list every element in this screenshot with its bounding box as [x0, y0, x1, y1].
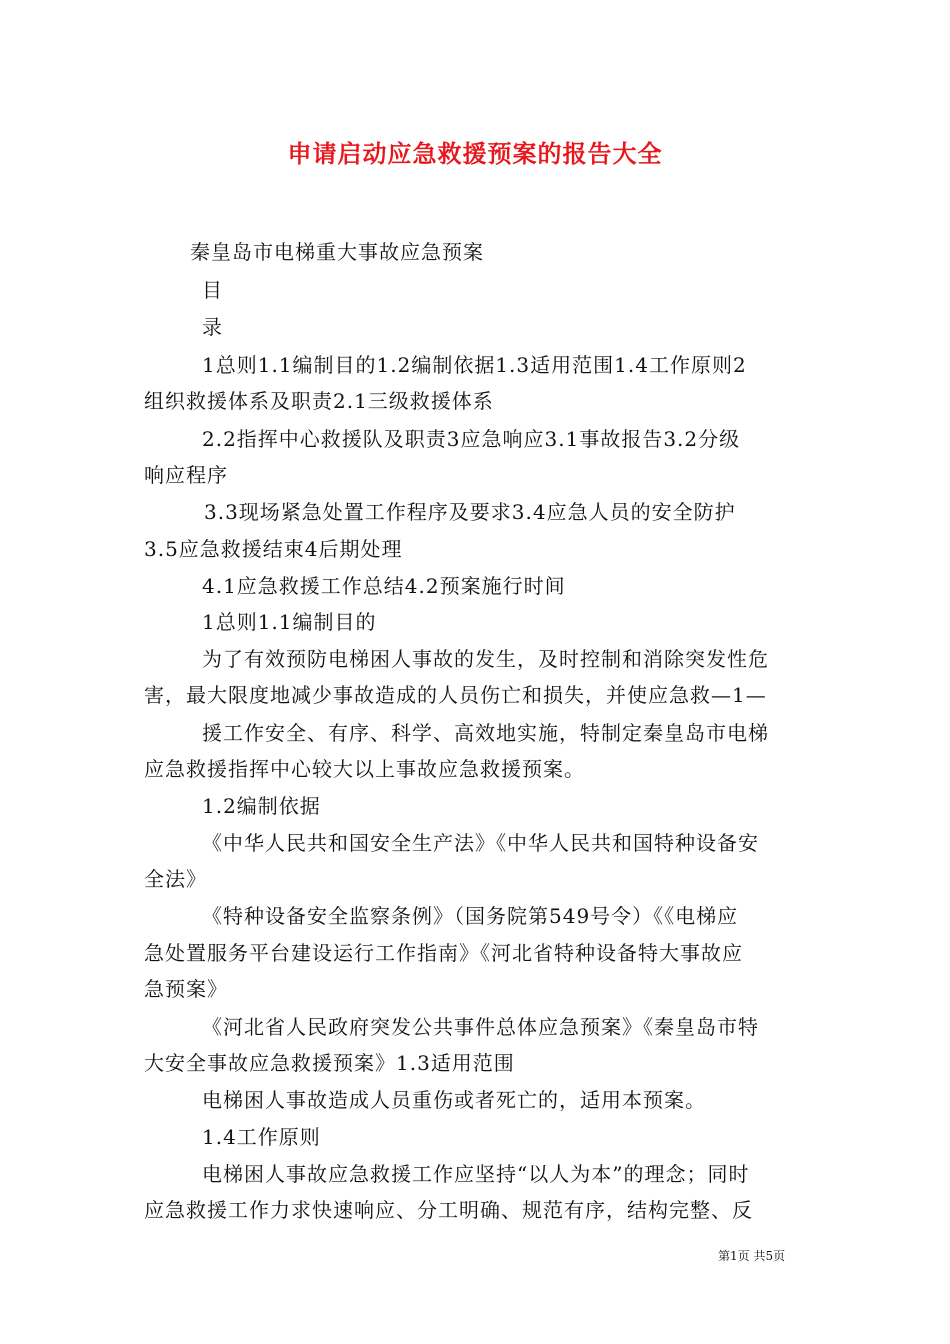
text-line: 目: [202, 278, 223, 302]
text-line: 《特种设备安全监察条例》（国务院第549号令）《《电梯应: [202, 904, 739, 928]
text-line: 1.2编制依据: [202, 794, 321, 818]
text-line: 应急救援工作力求快速响应、分工明确、规范有序，结构完整、反: [144, 1198, 753, 1222]
text-line: 3.5应急救援结束4后期处理: [144, 537, 403, 561]
text-line: 急处置服务平台建设运行工作指南》《河北省特种设备特大事故应: [144, 941, 743, 965]
text-line: 录: [202, 315, 223, 339]
text-line: 1总则1.1编制目的1.2编制依据1.3适用范围1.4工作原则2: [202, 353, 747, 377]
text-line: 害，最大限度地减少事故造成的人员伤亡和损失，并使应急救—1—: [144, 683, 767, 707]
document-title: 申请启动应急救援预案的报告大全: [287, 140, 663, 168]
text-line: 2.2指挥中心救援队及职责3应急响应3.1事故报告3.2分级: [202, 427, 741, 451]
text-line: 3.3现场紧急处置工作程序及要求3.4应急人员的安全防护: [204, 500, 736, 524]
text-line: 《中华人民共和国安全生产法》《中华人民共和国特种设备安: [202, 831, 759, 855]
text-line: 大安全事故应急救援预案》1.3适用范围: [144, 1051, 515, 1075]
text-line: 电梯困人事故造成人员重伤或者死亡的，适用本预案。: [202, 1088, 706, 1112]
text-line: 应急救援指挥中心较大以上事故应急救援预案。: [144, 757, 585, 781]
text-line: 组织救援体系及职责2.1三级救援体系: [144, 389, 494, 413]
page-footer: 第1页 共5页: [718, 1249, 786, 1263]
text-line: 为了有效预防电梯困人事故的发生，及时控制和消除突发性危: [202, 647, 769, 671]
text-line: 1总则1.1编制目的: [202, 610, 377, 634]
text-line: 援工作安全、有序、科学、高效地实施，特制定秦皇岛市电梯: [202, 721, 769, 745]
text-line: 1.4工作原则: [202, 1125, 321, 1149]
text-line: 4.1应急救援工作总结4.2预案施行时间: [202, 574, 566, 598]
text-line: 响应程序: [144, 463, 228, 487]
text-line: 急预案》: [144, 977, 228, 1001]
text-line: 电梯困人事故应急救援工作应坚持“以人为本”的理念；同时: [202, 1162, 750, 1186]
text-line: 秦皇岛市电梯重大事故应急预案: [190, 240, 484, 264]
text-line: 全法》: [144, 867, 207, 891]
text-line: 《河北省人民政府突发公共事件总体应急预案》《秦皇岛市特: [202, 1015, 759, 1039]
